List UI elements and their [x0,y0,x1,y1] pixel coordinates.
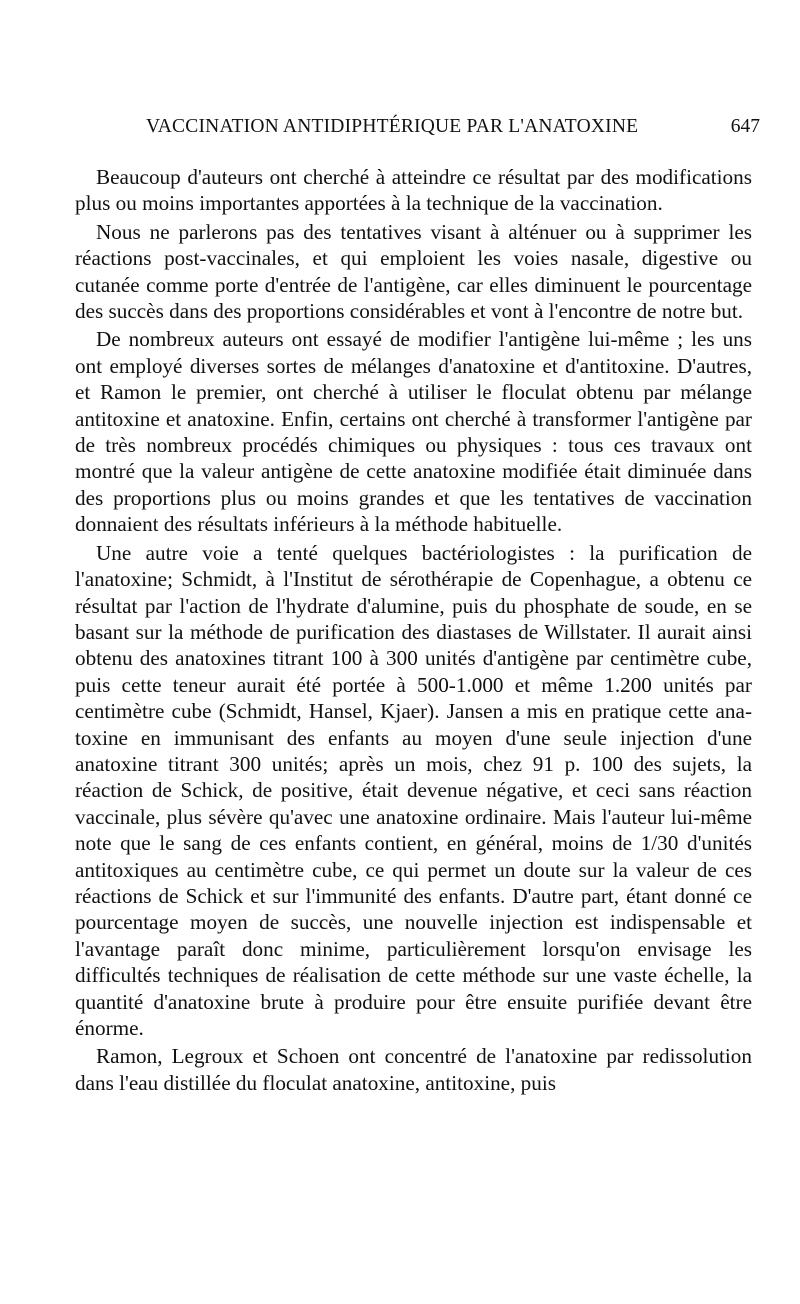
page-number: 647 [730,116,760,137]
running-header [146,116,760,146]
body-text [75,164,752,1096]
paragraph: Ramon, Legroux et Schoen ont concentré de l'anatoxine par redissolution dans l'eau distillée du floculat anatoxine, antitoxine, puis [75,1044,752,1095]
paragraph: De nombreux auteurs ont essayé de modifier l'antigène lui-même ; les uns ont employé diverses sortes de mélanges d'anatoxine et d'antitoxine. D'autres, et Ramon le premier, ont cherché à utiliser le floculat obtenu par mélange antitoxine et anatoxine. Enfin, certains ont cherché à transformer l'antigène par de très nombreux procédés chimiques ou physiques : tous ces travaux ont montré que la valeur antigène de cette anatoxine modifiée était diminuée dans des proportions plus ou moins grandes et que les tentatives de vaccination donnaient des résultats inférieurs à la méthode habituelle. [75,327,752,537]
paragraph: Une autre voie a tenté quelques bactériologistes : la purification de l'anatoxine; Schmidt, à l'Institut de sérothérapie de Copenhague, a obtenu ce résultat par l'action de l'hydrate d'alumine, puis du phosphate de soude, en se basant sur la méthode de purification des diastases de Willstater. Il aurait ainsi obtenu des anatoxines titrant 100 à 300 unités d'antigène par centimètre cube, puis cette teneur aurait été portée à 500-1.000 et même 1.200 unités par centimètre cube (Schmidt, Hansel, Kjaer). Jansen a mis en pratique cette anatoxine en immunisant des enfants au moyen d'une seule injection d'une anatoxine titrant 300 unités; après un mois, chez 91 p. 100 des sujets, la réaction de Schick, de positive, était devenue négative, et ceci sans réaction vaccinale, plus sévère qu'avec une anatoxine ordinaire. Mais l'auteur lui-même note que le sang de ces enfants contient, en général, moins de 1/30 d'unités antitoxiques au centimètre cube, ce qui permet un doute sur la valeur de ces réactions de Schick et sur l'immunité des enfants. D'autre part, étant donné ce pourcentage moyen de succès, une nouvelle injection est indispensable et l'avantage paraît donc minime, particulièrement lorsqu'on envisage les difficultés techniques de réalisation de cette méthode sur une vaste échelle, la quantité d'anatoxine brute à produire pour être ensuite purifiée devant être énorme. [75,540,752,1040]
paragraph: Beaucoup d'auteurs ont cherché à atteindre ce résultat par des modifications plus ou moins importantes apportées à la technique de la vaccination. [75,165,752,216]
running-title: VACCINATION ANTIDIPHTÉRIQUE PAR L'ANATOXINE [146,116,639,137]
paragraph: Nous ne parlerons pas des tentatives visant à alténuer ou à supprimer les réactions post-vaccinales, et qui emploient les voies nasale, digestive ou cutanée comme porte d'entrée de l'antigène, car elles diminuent le pourcentage des succès dans des proportions considérables et vont à l'encontre de notre but. [75,219,752,324]
